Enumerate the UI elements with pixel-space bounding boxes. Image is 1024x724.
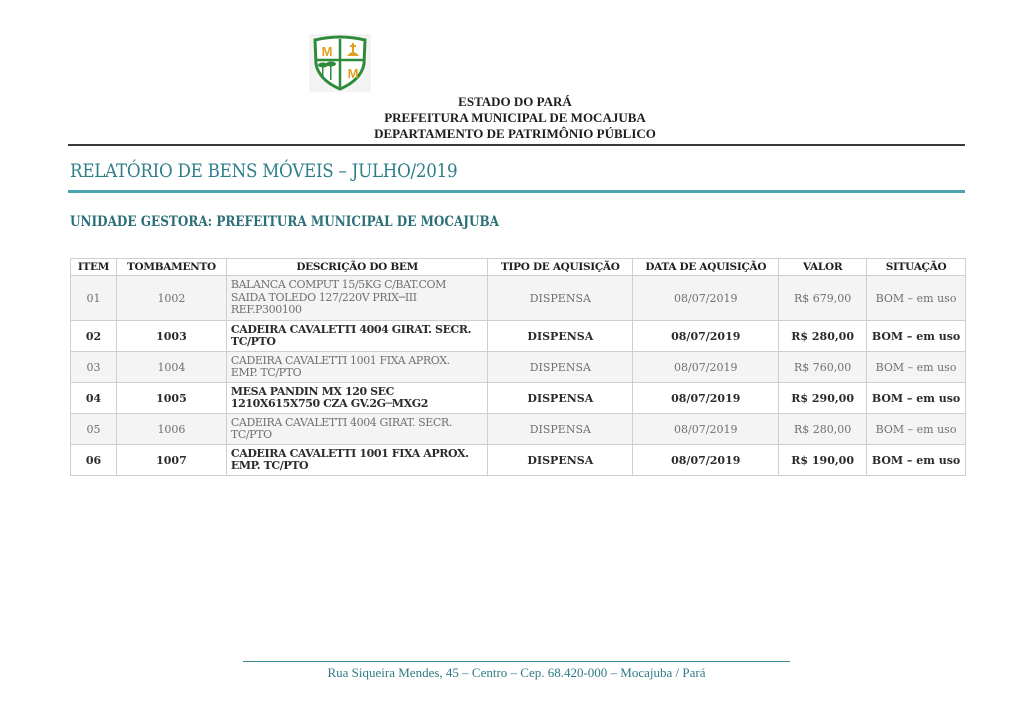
cell-tombamento: 1002: [116, 276, 226, 321]
cell-valor: R$ 280,00: [779, 321, 867, 352]
cell-descricao: [226, 276, 487, 321]
cell-tombamento: 1005: [116, 383, 226, 414]
table-row: [71, 383, 966, 414]
letterhead-prefecture: PREFEITURA MUNICIPAL DE MOCAJUBA: [384, 110, 646, 125]
column-header-descricao: DESCRIÇÃO DO BEM: [226, 259, 487, 276]
cell-situacao: BOM – em uso: [867, 383, 966, 414]
descricao-line: MESA PANDIN MX 120 SEC: [230, 384, 395, 398]
cell-tombamento: 1003: [116, 321, 226, 352]
descricao-line: TC/PTO: [230, 428, 272, 441]
descricao-line: TC/PTO: [230, 335, 276, 348]
cell-valor: R$ 679,00: [779, 276, 867, 321]
descricao-line: CADEIRA CAVALETTI 4004 GIRAT. SECR.: [230, 322, 472, 336]
letterhead: [330, 94, 700, 142]
cell-data: 08/07/2019: [633, 352, 779, 383]
cell-valor: R$ 760,00: [779, 352, 867, 383]
column-header-item: ITEM: [71, 259, 117, 276]
title-underline: [68, 190, 965, 193]
footer-address: Rua Siqueira Mendes, 45 – Centro – Cep. 68.420-000 – Mocajuba / Pará: [327, 665, 706, 680]
column-header-situacao: SITUAÇÃO: [867, 259, 966, 276]
descricao-line: REF.P300100: [230, 303, 302, 317]
table-row: [71, 352, 966, 383]
cell-item: 05: [71, 414, 117, 445]
cell-item: 03: [71, 352, 117, 383]
logo-letter-m-bottom: M: [347, 66, 359, 81]
cell-item: 04: [71, 383, 117, 414]
descricao-line: CADEIRA CAVALETTI 1001 FIXA APROX.: [230, 446, 469, 460]
descricao-line: EMP. TC/PTO: [230, 366, 302, 379]
report-title: RELATÓRIO DE BENS MÓVEIS – JULHO/2019: [70, 160, 458, 182]
cell-item: 01: [71, 276, 117, 321]
cell-tipo: DISPENSA: [488, 352, 633, 383]
cell-tipo: DISPENSA: [488, 276, 633, 321]
cell-tipo: DISPENSA: [488, 321, 633, 352]
descricao-line: EMP. TC/PTO: [230, 459, 309, 472]
descricao-line: BALANCA COMPUT 15/5KG C/BAT.COM: [230, 278, 446, 292]
cell-data: 08/07/2019: [633, 414, 779, 445]
cell-data: 08/07/2019: [633, 321, 779, 352]
cell-data: 08/07/2019: [633, 445, 779, 476]
descricao-line: CADEIRA CAVALETTI 4004 GIRAT. SECR.: [230, 415, 452, 429]
table-row: [71, 445, 966, 476]
header-divider: [68, 144, 965, 146]
cell-tombamento: 1007: [116, 445, 226, 476]
logo-letter-m-top: M: [321, 44, 333, 59]
cell-tombamento: 1004: [116, 352, 226, 383]
cell-descricao: [226, 321, 487, 352]
cell-data: 08/07/2019: [633, 276, 779, 321]
table-header-row: [71, 259, 966, 276]
cell-situacao: BOM – em uso: [867, 352, 966, 383]
assets-table: [70, 258, 966, 476]
municipal-coat-of-arms-icon: [309, 34, 371, 92]
cell-item: 02: [71, 321, 117, 352]
cell-descricao: [226, 352, 487, 383]
cell-valor: R$ 290,00: [779, 383, 867, 414]
descricao-line: CADEIRA CAVALETTI 1001 FIXA APROX.: [230, 353, 450, 367]
cell-tipo: DISPENSA: [488, 383, 633, 414]
cell-tipo: DISPENSA: [488, 414, 633, 445]
column-header-tombamento: TOMBAMENTO: [116, 259, 226, 276]
managing-unit-label: UNIDADE GESTORA: PREFEITURA MUNICIPAL DE MOCAJUBA: [70, 214, 500, 230]
table-row: [71, 414, 966, 445]
letterhead-department: DEPARTAMENTO DE PATRIMÔNIO PÚBLICO: [374, 126, 656, 141]
footer-divider: [243, 661, 790, 662]
column-header-tipo: TIPO DE AQUISIÇÃO: [488, 259, 633, 276]
cell-situacao: BOM – em uso: [867, 276, 966, 321]
cell-descricao: [226, 383, 487, 414]
cell-situacao: BOM – em uso: [867, 414, 966, 445]
cell-tombamento: 1006: [116, 414, 226, 445]
cell-valor: R$ 190,00: [779, 445, 867, 476]
cell-tipo: DISPENSA: [488, 445, 633, 476]
column-header-valor: VALOR: [779, 259, 867, 276]
cell-descricao: [226, 414, 487, 445]
cell-item: 06: [71, 445, 117, 476]
cell-data: 08/07/2019: [633, 383, 779, 414]
descricao-line: 1210X615X750 CZA GV.2G─MXG2: [230, 397, 428, 410]
letterhead-state: ESTADO DO PARÁ: [458, 94, 572, 109]
column-header-data: DATA DE AQUISIÇÃO: [633, 259, 779, 276]
cell-descricao: [226, 445, 487, 476]
descricao-line: SAIDA TOLEDO 127/220V PRIX─III: [230, 290, 417, 304]
cell-situacao: BOM – em uso: [867, 445, 966, 476]
table-row: [71, 276, 966, 321]
cell-situacao: BOM – em uso: [867, 321, 966, 352]
table-row: [71, 321, 966, 352]
cell-valor: R$ 280,00: [779, 414, 867, 445]
